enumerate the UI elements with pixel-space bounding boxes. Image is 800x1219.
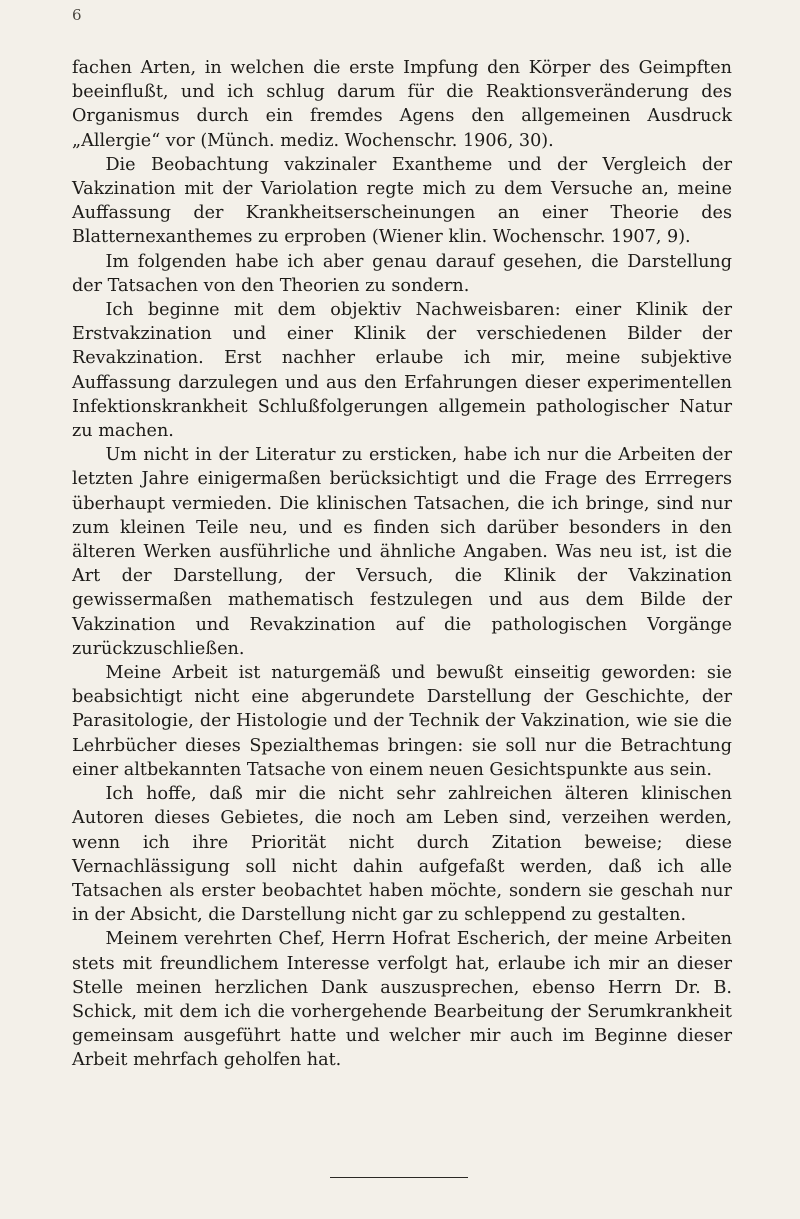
paragraph: Meinem verehrten Chef, Herrn Hofrat Escherich, der meine Arbeiten stets mit freundlichem Interesse verfolgt hat, erlaube ich mir an dieser Stelle meinen herzlichen Dank auszusprechen, ebenso Herrn Dr. B. Schick, mit dem ich die vorhergehende Bearbeitung der Serumkrankheit gemeinsam ausgeführt hatte und welcher mir auch im Beginne dieser Arbeit mehrfach geholfen hat. [72,929,732,1071]
section-end-rule [330,1177,468,1178]
paragraph: Ich beginne mit dem objektiv Nachweisbaren: einer Klinik der Erstvakzination und einer Klinik der verschiedenen Bilder der Revakzination. Erst nachher erlaube ich mir, meine subjektive Auffassung darzulegen und aus den Erfahrungen dieser experimentellen Infektionskrankheit Schlußfolgerungen allgemein pathologischer Natur zu machen. [72,300,732,442]
paragraph: fachen Arten, in welchen die erste Impfung den Körper des Geimpften beeinflußt, und ich schlug darum für die Reaktionsveränderung des Organismus durch ein fremdes Agens den allgemeinen Ausdruck „Allergie“ vor (Münch. mediz. Wochenschr. 1906, 30). [72,58,732,151]
paragraph: Im folgenden habe ich aber genau darauf gesehen, die Darstellung der Tatsachen von den Theorien zu sondern. [72,251,732,296]
paragraph: Ich hoffe, daß mir die nicht sehr zahlreichen älteren klinischen Autoren dieses Gebietes, die noch am Leben sind, verzeihen werden, wenn ich ihre Priorität nicht durch Zitation beweise; diese Vernachlässigung soll nicht dahin aufgefaßt werden, daß ich alle Tatsachen als erster beobachtet haben möchte, sondern sie geschah nur in der Absicht, die Darstellung nicht gar zu schleppend zu gestalten. [72,784,732,926]
paragraph: Meine Arbeit ist naturgemäß und bewußt einseitig geworden: sie beabsichtigt nicht eine abgerundete Darstellung der Geschichte, der Parasitologie, der Histologie und der Technik der Vakzination, wie sie die Lehrbücher dieses Spezialthemas bringen: sie soll nur die Betrachtung einer altbekannten Tatsache von einem neuen Gesichtspunkte aus sein. [72,663,732,780]
page-number: 6 [72,6,82,24]
paragraph: Die Beobachtung vakzinaler Exantheme und der Vergleich der Vakzination mit der Variolation regte mich zu dem Versuche an, meine Auffassung der Krankheitserscheinungen an einer Theorie des Blatternexanthemes zu erproben (Wiener klin. Wochenschr. 1907, 9). [72,154,732,248]
body-text [72,56,732,1073]
paragraph: Um nicht in der Literatur zu ersticken, habe ich nur die Arbeiten der letzten Jahre einigermaßen berücksichtigt und die Frage des Errregers überhaupt vermieden. Die klinischen Tatsachen, die ich bringe, sind nur zum kleinen Teile neu, und es finden sich darüber besonders in den älteren Werken ausführliche und ähnliche Angaben. Was neu ist, ist die Art der Darstellung, der Versuch, die Klinik der Vakzination gewissermaßen mathematisch festzulegen und aus dem Bilde der Vakzination und Revakzination auf die pathologischen Vorgänge zurückzuschließen. [72,445,732,659]
